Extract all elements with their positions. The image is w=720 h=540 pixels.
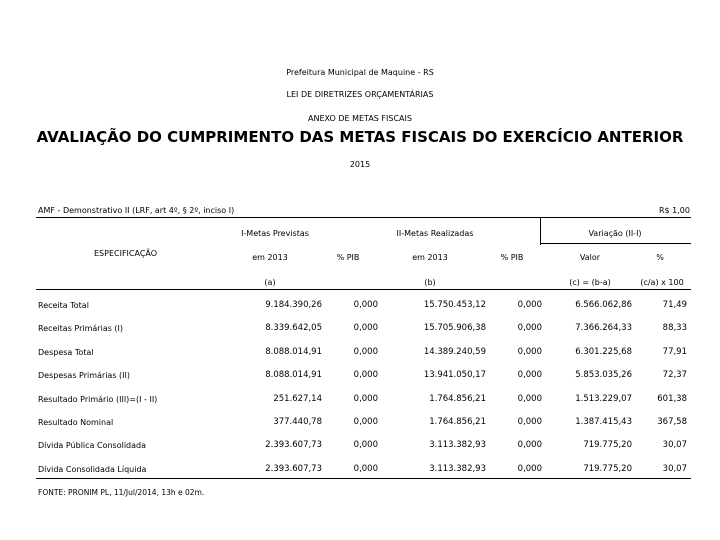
row-label: Dívida Pública Consolidada (38, 441, 147, 450)
table-top-border (36, 217, 691, 218)
cell-valor: 5.853.035,26 (575, 370, 632, 380)
cell-pib-b: 0,000 (517, 300, 542, 310)
cell-pib-a: 0,000 (353, 394, 378, 404)
cell-valor: 6.301.225,68 (575, 347, 632, 357)
col-label-a: (a) (264, 278, 276, 287)
cell-pib-b: 0,000 (517, 464, 542, 474)
cell-pib-b: 0,000 (517, 417, 542, 427)
row-label: Resultado Nominal (38, 418, 114, 427)
col-pib-b: % PIB (500, 253, 524, 262)
cell-valor: 719.775,20 (583, 464, 632, 474)
variation-left-border (540, 217, 541, 245)
cell-pib-a: 0,000 (353, 440, 378, 450)
cell-pib-b: 0,000 (517, 394, 542, 404)
cell-pct: 30,07 (662, 464, 687, 474)
col-valor: Valor (579, 253, 601, 262)
cell-previstas: 2.393.607,73 (265, 440, 322, 450)
variation-sub-border (540, 243, 691, 244)
municipality-name: Prefeitura Municipal de Maquine - RS (286, 68, 434, 77)
cell-realizadas: 1.764.856,21 (429, 417, 486, 427)
cell-valor: 719.775,20 (583, 440, 632, 450)
cell-valor: 7.366.264,33 (575, 323, 632, 333)
col-label-c: (c) = (b-a) (569, 278, 611, 287)
cell-pib-b: 0,000 (517, 347, 542, 357)
row-label: Despesas Primárias (II) (38, 371, 131, 380)
source-note: FONTE: PRONIM PL, 11/Jul/2014, 13h e 02m. (38, 488, 205, 497)
cell-previstas: 8.088.014,91 (265, 370, 322, 380)
cell-pct: 601,38 (657, 394, 687, 404)
cell-previstas: 377.440,78 (273, 417, 322, 427)
cell-pct: 88,33 (662, 323, 687, 333)
cell-pib-a: 0,000 (353, 464, 378, 474)
cell-realizadas: 1.764.856,21 (429, 394, 486, 404)
cell-pib-b: 0,000 (517, 440, 542, 450)
col-pib-a: % PIB (336, 253, 360, 262)
cell-pib-a: 0,000 (353, 347, 378, 357)
cell-pib-a: 0,000 (353, 300, 378, 310)
cell-previstas: 2.393.607,73 (265, 464, 322, 474)
demonstrative-label: AMF - Demonstrativo II (LRF, art 4º, § 2º, inciso I) (38, 206, 235, 215)
cell-realizadas: 3.113.382,93 (429, 440, 486, 450)
currency-label: R$ 1,00 (658, 206, 690, 215)
cell-pct: 30,07 (662, 440, 687, 450)
col-label-ca: (c/a) x 100 (640, 278, 684, 287)
cell-valor: 1.513.229,07 (575, 394, 632, 404)
cell-realizadas: 15.750.453,12 (423, 300, 486, 310)
row-label: Receita Total (38, 301, 89, 310)
cell-previstas: 9.184.390,26 (265, 300, 322, 310)
cell-pib-b: 0,000 (517, 323, 542, 333)
col-especificacao: ESPECIFICAÇÃO (94, 249, 158, 258)
cell-pib-a: 0,000 (353, 417, 378, 427)
col-variacao: Variação (II-I) (588, 229, 642, 238)
cell-pct: 71,49 (662, 300, 687, 310)
page-title: AVALIAÇÃO DO CUMPRIMENTO DAS METAS FISCAIS DO EXERCÍCIO ANTERIOR (36, 128, 684, 146)
col-em-2013-b: em 2013 (412, 253, 448, 262)
col-em-2013-a: em 2013 (252, 253, 288, 262)
col-label-b: (b) (424, 278, 436, 287)
cell-previstas: 8.088.014,91 (265, 347, 322, 357)
cell-pct: 77,91 (662, 347, 687, 357)
cell-previstas: 251.627,14 (273, 394, 322, 404)
cell-realizadas: 13.941.050,17 (423, 370, 486, 380)
cell-pct: 72,37 (662, 370, 687, 380)
cell-realizadas: 14.389.240,59 (423, 347, 486, 357)
table-header-bottom-border (36, 289, 691, 290)
law-name: LEI DE DIRETRIZES ORÇAMENTÁRIAS (286, 90, 434, 99)
cell-pib-a: 0,000 (353, 323, 378, 333)
table-bottom-border (36, 478, 691, 479)
report-year: 2015 (349, 160, 371, 169)
cell-realizadas: 15.705.906,38 (423, 323, 486, 333)
cell-pib-a: 0,000 (353, 370, 378, 380)
cell-previstas: 8.339.642,05 (265, 323, 322, 333)
col-metas-realizadas: II-Metas Realizadas (396, 229, 474, 238)
cell-pib-b: 0,000 (517, 370, 542, 380)
cell-realizadas: 3.113.382,93 (429, 464, 486, 474)
cell-valor: 1.387.415,43 (575, 417, 632, 427)
col-pct: % (656, 253, 664, 262)
cell-valor: 6.566.062,86 (575, 300, 632, 310)
row-label: Despesa Total (38, 348, 94, 357)
row-label: Receitas Primárias (I) (38, 324, 124, 333)
row-label: Resultado Primário (III)=(I - II) (38, 395, 158, 404)
annex-name: ANEXO DE METAS FISCAIS (308, 114, 412, 123)
col-metas-previstas: I-Metas Previstas (241, 229, 309, 238)
row-label: Dívida Consolidada Líquida (38, 465, 147, 474)
cell-pct: 367,58 (657, 417, 687, 427)
